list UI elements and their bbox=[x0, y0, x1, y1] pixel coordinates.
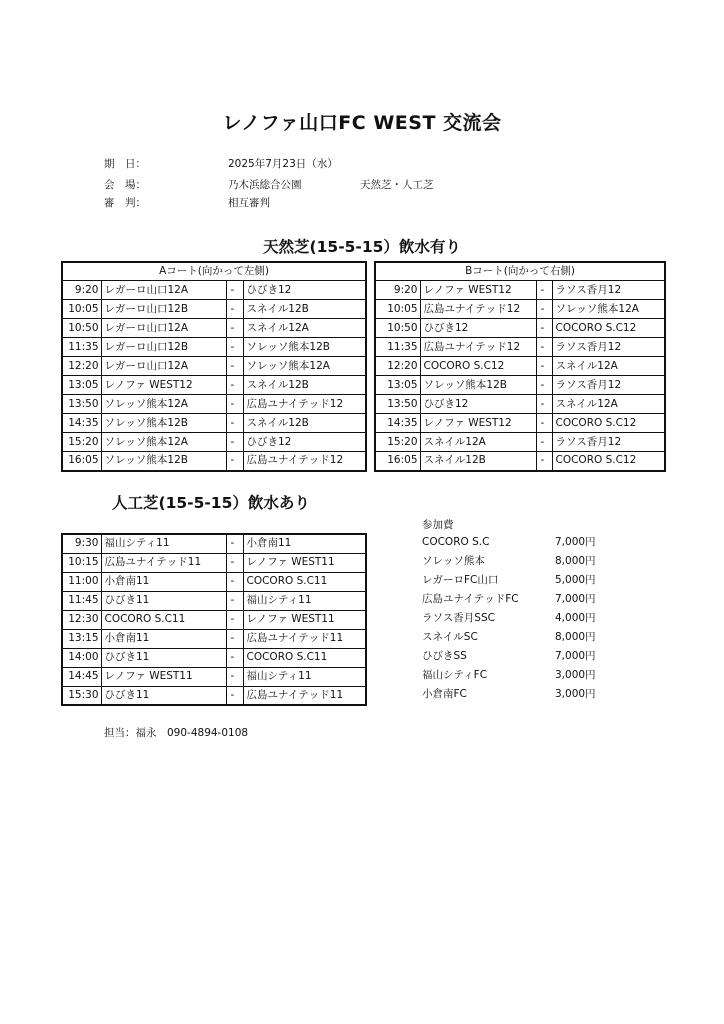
fee-row bbox=[422, 552, 622, 571]
court-a-row bbox=[62, 357, 366, 376]
match-separator: - bbox=[226, 395, 243, 414]
fee-row bbox=[422, 647, 622, 666]
match-time: 14:35 bbox=[375, 414, 420, 433]
fee-row bbox=[422, 609, 622, 628]
court-a-row bbox=[62, 395, 366, 414]
away-team: ラソス香月12 bbox=[552, 338, 665, 357]
fee-row bbox=[422, 628, 622, 647]
home-team: 広島ユナイテッド12 bbox=[420, 338, 536, 357]
artificial-row bbox=[62, 534, 366, 553]
home-team: COCORO S.C11 bbox=[101, 610, 226, 629]
match-time: 15:30 bbox=[62, 686, 101, 705]
away-team: ラソス香月12 bbox=[552, 376, 665, 395]
court-b-row bbox=[375, 452, 665, 471]
home-team: スネイル12A bbox=[420, 433, 536, 452]
match-time: 10:50 bbox=[62, 319, 101, 338]
court-a-row bbox=[62, 281, 366, 300]
away-team: ソレッソ熊本12A bbox=[243, 357, 366, 376]
home-team: レノファ WEST11 bbox=[101, 667, 226, 686]
home-team: ひびき12 bbox=[420, 395, 536, 414]
match-time: 16:05 bbox=[62, 452, 101, 471]
match-time: 12:20 bbox=[62, 357, 101, 376]
info-value-referee: 相互審判 bbox=[228, 197, 270, 209]
match-separator: - bbox=[536, 281, 552, 300]
match-separator: - bbox=[226, 338, 243, 357]
home-team: レガーロ山口12B bbox=[101, 338, 226, 357]
fee-team: 広島ユナイテッドFC bbox=[422, 593, 519, 605]
artificial-table bbox=[61, 533, 367, 706]
info-value-date: 2025年7月23日（水） bbox=[228, 158, 338, 170]
away-team: スネイル12B bbox=[243, 300, 366, 319]
home-team: レガーロ山口12B bbox=[101, 300, 226, 319]
home-team: ひびき11 bbox=[101, 648, 226, 667]
page-title: レノファ山口FC WEST 交流会 bbox=[222, 112, 502, 134]
match-separator: - bbox=[226, 281, 243, 300]
fee-amount: 8,000円 bbox=[555, 631, 596, 643]
home-team: 小倉南11 bbox=[101, 629, 226, 648]
away-team: スネイル12A bbox=[552, 357, 665, 376]
match-time: 11:35 bbox=[375, 338, 420, 357]
fee-amount: 3,000円 bbox=[555, 669, 596, 681]
match-separator: - bbox=[226, 553, 243, 572]
artificial-row bbox=[62, 572, 366, 591]
fee-team: 福山シティFC bbox=[422, 669, 488, 681]
court-a-table bbox=[61, 261, 367, 472]
home-team: レノファ WEST12 bbox=[420, 281, 536, 300]
court-a-row bbox=[62, 338, 366, 357]
court-a-row bbox=[62, 414, 366, 433]
fee-team: スネイルSC bbox=[422, 631, 478, 643]
home-team: 福山シティ11 bbox=[101, 534, 226, 553]
match-separator: - bbox=[536, 395, 552, 414]
match-time: 13:15 bbox=[62, 629, 101, 648]
match-separator: - bbox=[226, 667, 243, 686]
match-time: 11:00 bbox=[62, 572, 101, 591]
away-team: 広島ユナイテッド12 bbox=[243, 395, 366, 414]
artificial-row bbox=[62, 686, 366, 705]
away-team: 広島ユナイテッド11 bbox=[243, 629, 366, 648]
fee-team: COCORO S.C bbox=[422, 536, 490, 548]
home-team: ソレッソ熊本12B bbox=[101, 414, 226, 433]
home-team: レノファ WEST12 bbox=[101, 376, 226, 395]
away-team: スネイル12B bbox=[243, 414, 366, 433]
info-label-referee: 審 判： bbox=[104, 197, 146, 209]
away-team: 福山シティ11 bbox=[243, 591, 366, 610]
fee-team: 小倉南FC bbox=[422, 688, 467, 700]
away-team: ラソス香月12 bbox=[552, 433, 665, 452]
court-b-row bbox=[375, 338, 665, 357]
home-team: ソレッソ熊本12A bbox=[101, 433, 226, 452]
match-separator: - bbox=[226, 376, 243, 395]
match-separator: - bbox=[226, 591, 243, 610]
match-separator: - bbox=[226, 572, 243, 591]
match-separator: - bbox=[536, 357, 552, 376]
away-team: COCORO S.C12 bbox=[552, 414, 665, 433]
fee-amount: 8,000円 bbox=[555, 555, 596, 567]
match-separator: - bbox=[226, 300, 243, 319]
court-b-table bbox=[374, 261, 666, 472]
away-team: 広島ユナイテッド12 bbox=[243, 452, 366, 471]
info-label-date: 期 日： bbox=[104, 158, 146, 170]
match-time: 12:20 bbox=[375, 357, 420, 376]
match-time: 13:05 bbox=[62, 376, 101, 395]
court-b-row bbox=[375, 319, 665, 338]
artificial-row bbox=[62, 591, 366, 610]
natural-grass-heading: 天然芝(15-5-15）飲水有り bbox=[263, 238, 461, 256]
artificial-row bbox=[62, 667, 366, 686]
away-team: COCORO S.C11 bbox=[243, 572, 366, 591]
match-separator: - bbox=[226, 610, 243, 629]
match-separator: - bbox=[536, 300, 552, 319]
home-team: レガーロ山口12A bbox=[101, 281, 226, 300]
contact-info: 担当：福永 090-4894-0108 bbox=[104, 727, 249, 739]
match-separator: - bbox=[226, 414, 243, 433]
court-b-header: Bコート(向かって右側) bbox=[375, 262, 665, 281]
fee-amount: 7,000円 bbox=[555, 593, 596, 605]
fee-row bbox=[422, 571, 622, 590]
info-label-venue: 会 場： bbox=[104, 179, 146, 191]
match-time: 13:50 bbox=[62, 395, 101, 414]
match-time: 14:00 bbox=[62, 648, 101, 667]
match-time: 11:45 bbox=[62, 591, 101, 610]
match-time: 12:30 bbox=[62, 610, 101, 629]
match-time: 10:50 bbox=[375, 319, 420, 338]
home-team: ソレッソ熊本12A bbox=[101, 395, 226, 414]
match-time: 10:05 bbox=[62, 300, 101, 319]
artificial-row bbox=[62, 648, 366, 667]
home-team: ひびき12 bbox=[420, 319, 536, 338]
fee-amount: 3,000円 bbox=[555, 688, 596, 700]
away-team: ひびき12 bbox=[243, 281, 366, 300]
court-b-row bbox=[375, 281, 665, 300]
home-team: レノファ WEST12 bbox=[420, 414, 536, 433]
match-time: 9:30 bbox=[62, 534, 101, 553]
away-team: ラソス香月12 bbox=[552, 281, 665, 300]
match-time: 15:20 bbox=[62, 433, 101, 452]
match-separator: - bbox=[226, 629, 243, 648]
away-team: 福山シティ11 bbox=[243, 667, 366, 686]
match-time: 16:05 bbox=[375, 452, 420, 471]
court-b-row bbox=[375, 376, 665, 395]
away-team: スネイル12A bbox=[552, 395, 665, 414]
away-team: COCORO S.C12 bbox=[552, 452, 665, 471]
match-time: 14:45 bbox=[62, 667, 101, 686]
court-a-row bbox=[62, 319, 366, 338]
match-separator: - bbox=[226, 452, 243, 471]
fee-row bbox=[422, 590, 622, 609]
court-a-row bbox=[62, 376, 366, 395]
artificial-row bbox=[62, 553, 366, 572]
fees-list bbox=[422, 533, 622, 713]
court-b-row bbox=[375, 433, 665, 452]
home-team: 広島ユナイテッド12 bbox=[420, 300, 536, 319]
artificial-row bbox=[62, 629, 366, 648]
home-team: ソレッソ熊本12B bbox=[420, 376, 536, 395]
home-team: 小倉南11 bbox=[101, 572, 226, 591]
match-time: 13:05 bbox=[375, 376, 420, 395]
match-separator: - bbox=[226, 319, 243, 338]
away-team: ソレッソ熊本12A bbox=[552, 300, 665, 319]
info-extra-venue: 天然芝・人工芝 bbox=[360, 179, 434, 191]
away-team: ひびき12 bbox=[243, 433, 366, 452]
home-team: COCORO S.C12 bbox=[420, 357, 536, 376]
court-b-row bbox=[375, 414, 665, 433]
court-a-row bbox=[62, 433, 366, 452]
fee-row bbox=[422, 666, 622, 685]
away-team: COCORO S.C12 bbox=[552, 319, 665, 338]
fee-row bbox=[422, 685, 622, 704]
home-team: ひびき11 bbox=[101, 686, 226, 705]
away-team: 小倉南11 bbox=[243, 534, 366, 553]
match-time: 10:05 bbox=[375, 300, 420, 319]
away-team: レノファ WEST11 bbox=[243, 553, 366, 572]
match-time: 14:35 bbox=[62, 414, 101, 433]
home-team: スネイル12B bbox=[420, 452, 536, 471]
match-time: 9:20 bbox=[375, 281, 420, 300]
away-team: ソレッソ熊本12B bbox=[243, 338, 366, 357]
fee-amount: 5,000円 bbox=[555, 574, 596, 586]
match-separator: - bbox=[226, 686, 243, 705]
fee-row bbox=[422, 533, 622, 552]
fees-heading: 参加費 bbox=[422, 519, 454, 531]
match-separator: - bbox=[536, 338, 552, 357]
match-separator: - bbox=[226, 648, 243, 667]
court-a-row bbox=[62, 300, 366, 319]
fee-team: ラソス香月SSC bbox=[422, 612, 495, 624]
away-team: レノファ WEST11 bbox=[243, 610, 366, 629]
fee-amount: 7,000円 bbox=[555, 650, 596, 662]
match-separator: - bbox=[536, 319, 552, 338]
fee-team: ソレッソ熊本 bbox=[422, 555, 485, 567]
court-a-row bbox=[62, 452, 366, 471]
artificial-row bbox=[62, 610, 366, 629]
court-b-row bbox=[375, 357, 665, 376]
court-b-row bbox=[375, 395, 665, 414]
away-team: スネイル12A bbox=[243, 319, 366, 338]
match-time: 11:35 bbox=[62, 338, 101, 357]
court-b-row bbox=[375, 300, 665, 319]
fee-team: レガーロFC山口 bbox=[422, 574, 499, 586]
match-separator: - bbox=[536, 376, 552, 395]
match-time: 10:15 bbox=[62, 553, 101, 572]
away-team: スネイル12B bbox=[243, 376, 366, 395]
home-team: 広島ユナイテッド11 bbox=[101, 553, 226, 572]
match-separator: - bbox=[536, 414, 552, 433]
info-value-venue: 乃木浜総合公園 bbox=[228, 179, 302, 191]
away-team: 広島ユナイテッド11 bbox=[243, 686, 366, 705]
match-time: 13:50 bbox=[375, 395, 420, 414]
fee-amount: 4,000円 bbox=[555, 612, 596, 624]
match-separator: - bbox=[536, 433, 552, 452]
match-separator: - bbox=[226, 357, 243, 376]
home-team: レガーロ山口12A bbox=[101, 319, 226, 338]
home-team: ひびき11 bbox=[101, 591, 226, 610]
home-team: レガーロ山口12A bbox=[101, 357, 226, 376]
away-team: COCORO S.C11 bbox=[243, 648, 366, 667]
match-separator: - bbox=[536, 452, 552, 471]
match-separator: - bbox=[226, 433, 243, 452]
match-time: 15:20 bbox=[375, 433, 420, 452]
court-a-header: Aコート(向かって左側) bbox=[62, 262, 366, 281]
artificial-grass-heading: 人工芝(15-5-15）飲水あり bbox=[112, 494, 310, 512]
match-time: 9:20 bbox=[62, 281, 101, 300]
home-team: ソレッソ熊本12B bbox=[101, 452, 226, 471]
fee-team: ひびきSS bbox=[422, 650, 467, 662]
match-separator: - bbox=[226, 534, 243, 553]
fee-amount: 7,000円 bbox=[555, 536, 596, 548]
